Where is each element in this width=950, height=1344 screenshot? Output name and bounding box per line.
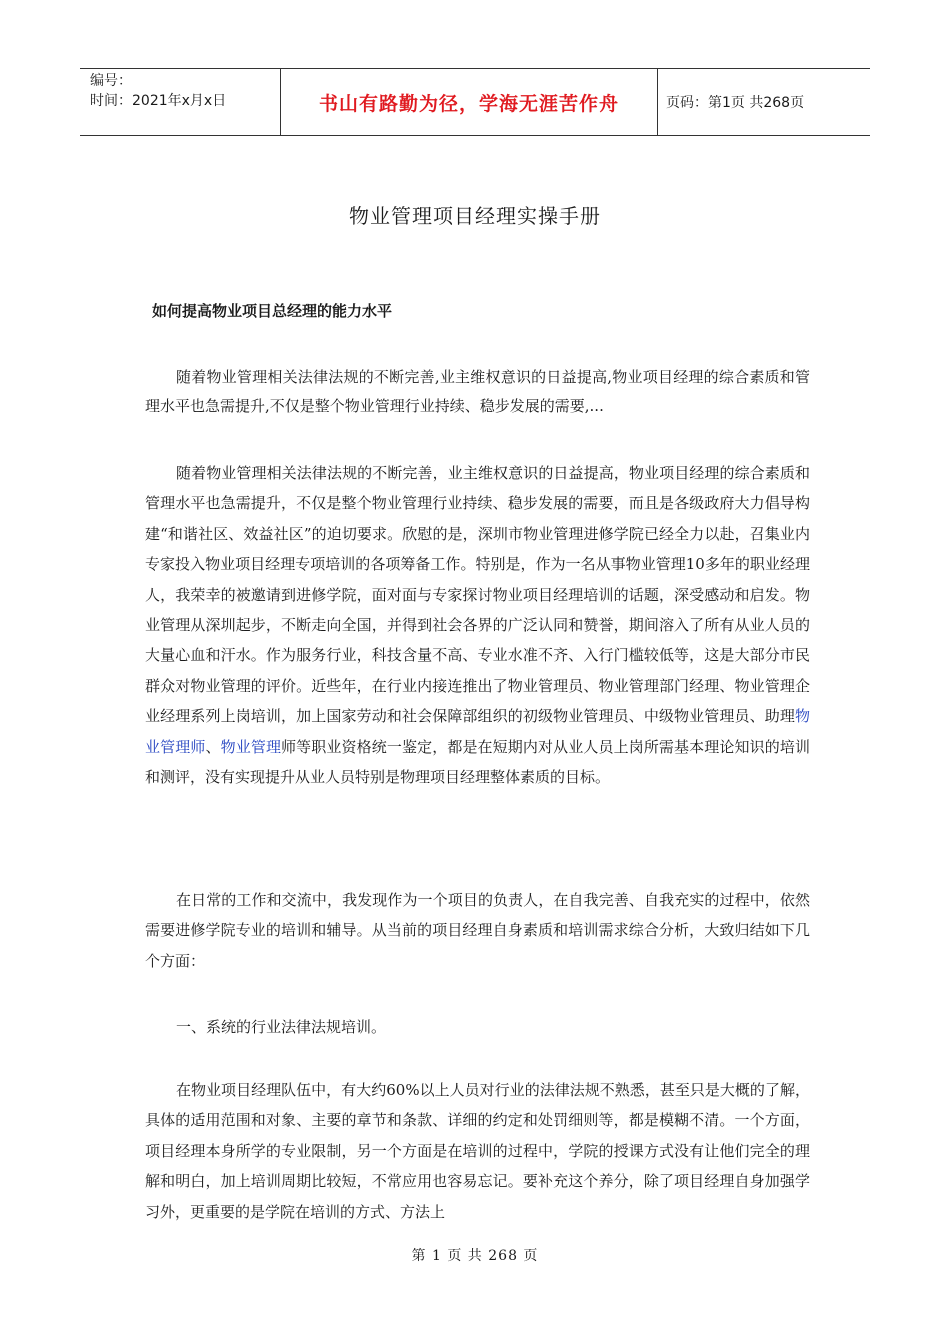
document-time-label: 时间：2021年x月x日	[90, 93, 227, 109]
header-motto-cell	[281, 69, 658, 135]
body-paragraph-intro	[145, 458, 810, 792]
body-paragraph-analysis: 在日常的工作和交流中，我发现作为一个项目的负责人，在自我完善、自我充实的过程中，依然需要进修学院专业的培训和辅导。从当前的项目经理自身素质和培训需求综合分析，大致归结如下几个方面：	[145, 891, 810, 970]
header-meta	[80, 69, 281, 135]
header-page-info: 页码：第1页 共268页	[666, 95, 805, 111]
paragraph-text: 师等职业资格统一鉴定，都是在短期内对从业人员上岗所需基本理论知识的培训和测评，没有实现提升从业人员特别是物理项目经理整体素质的目标。	[145, 737, 810, 787]
body-paragraph-law-training: 在物业项目经理队伍中，有大约60%以上人员对行业的法律法规不熟悉，甚至只是大概的了解，具体的适用范围和对象、主要的章节和条款、详细的约定和处罚细则等，都是模糊不清。一个方面，项目经理本身所学的专业限制，另一个方面是在培训的过程中，学院的授课方式没有让他们完全的理解和明白，加上培训周期比较短，不常应用也容易忘记。要补充这个养分，除了项目经理自身加强学习外，更重要的是学院在培训的方式、方法上	[145, 1081, 810, 1221]
document-header	[80, 68, 870, 136]
paragraph-text: 随着物业管理相关法律法规的不断完善，业主维权意识的日益提高，物业项目经理的综合素质和管理水平也急需提升，不仅是整个物业管理行业持续、稳步发展的需要，而且是各级政府大力倡导构建“和谐社区、效益社区”的迫切要求。欣慰的是，深圳市物业管理进修学院已经全力以赴，召集业内专家投入物业项目经理专项培训的各项筹备工作。特别是，作为一名从事物业管理10多年的职业经理人，我荣幸的被邀请到进修学院，面对面与专家探讨物业项目经理培训的话题，深受感动和启发。物业管理从深圳起步，不断走向全国，并得到社会各界的广泛认同和赞誉，期间溶入了所有从业人员的大量心血和汗水。作为服务行业，科技含量不高、专业水准不齐、入行门槛较低等，这是大部分市民群众对物业管理的评价。近些年，在行业内接连推出了物业管理员、物业管理部门经理、物业管理企业经理系列上岗培训，加上国家劳动和社会保障部组织的初级物业管理员、中级物业管理员、助理	[145, 464, 810, 726]
subheading-law-training: 一、系统的行业法律法规培训。	[176, 1018, 387, 1036]
section-heading: 如何提高物业项目总经理的能力水平	[152, 302, 393, 320]
document-title: 物业管理项目经理实操手册	[349, 204, 601, 228]
document-number-label: 编号：	[90, 73, 132, 89]
page-footer: 第 1 页 共 268 页	[411, 1248, 539, 1264]
header-motto: 书山有路勤为径，学海无涯苦作舟	[318, 92, 619, 115]
paragraph-text: 、	[205, 737, 221, 756]
link-property-manager[interactable]: 物业管理师	[145, 707, 810, 756]
summary-paragraph: 随着物业管理相关法律法规的不断完善,业主维权意识的日益提高,物业项目经理的综合素质和管理水平也急需提升,不仅是整个物业管理行业持续、稳步发展的需要,...	[145, 368, 810, 415]
link-property-management[interactable]: 物业管理	[220, 737, 282, 756]
